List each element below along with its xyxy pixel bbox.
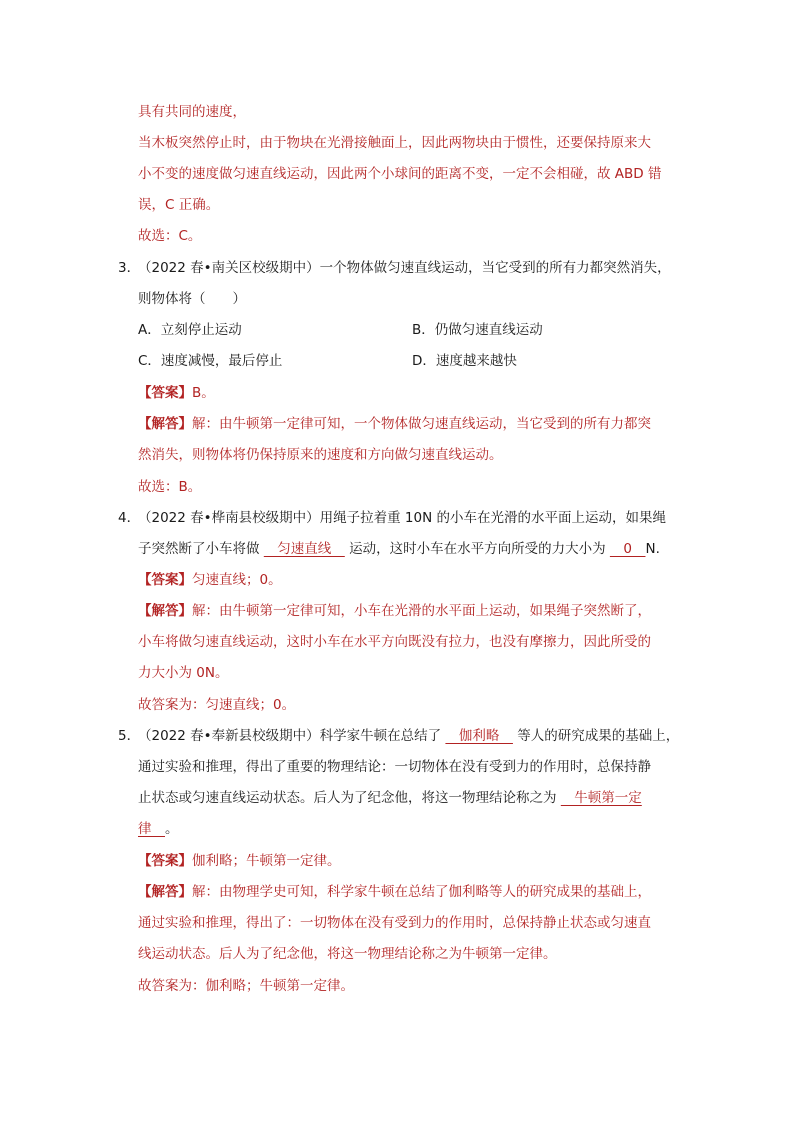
- q3-option-b: B．仍做匀速直线运动: [412, 322, 543, 338]
- q3-solution-line-2: 然消失，则物体将仍保持原来的速度和方向做匀速直线运动。: [138, 447, 503, 463]
- q4-final-answer: 故答案为：匀速直线；0。: [138, 697, 296, 713]
- q5-stem-text-a: （2022 春•奉新县校级期中）科学家牛顿在总结了: [138, 728, 442, 744]
- q4-stem-text-c: N.: [645, 541, 660, 557]
- q5-stem-line-3: [138, 788, 642, 808]
- answer-tag: 【答案】: [138, 853, 192, 869]
- q5-answer-value: 伽利略；牛顿第一定律。: [192, 853, 341, 869]
- solution-tag: 【解答】: [138, 884, 192, 900]
- q3-number: 3．: [118, 260, 141, 276]
- q3-option-c: C．速度减慢，最后停止: [138, 353, 283, 369]
- q3-answer-value: B。: [192, 385, 215, 401]
- answer-tag: 【答案】: [138, 572, 192, 588]
- q4-solution-line-3: 力大小为 0N。: [138, 665, 229, 681]
- q3-stem-line-2: 则物体将（ ）: [138, 291, 246, 307]
- q4-solution-text-1: 解：由牛顿第一定律可知，小车在光滑的水平面上运动，如果绳子突然断了，: [192, 603, 651, 619]
- q5-solution-line-1: [138, 882, 651, 902]
- q3-option-d: D．速度越来越快: [412, 353, 517, 369]
- answer-tag: 【答案】: [138, 385, 192, 401]
- prev-solution-line-4: 误，C 正确。: [138, 197, 220, 213]
- q4-stem-line-1: （2022 春•桦南县校级期中）用绳子拉着重 10N 的小车在光滑的水平面上运动，如果绳: [138, 510, 666, 526]
- prev-solution-line-2: 当木板突然停止时，由于物块在光滑接触面上，因此两物块由于惯性，还要保持原来大: [138, 135, 651, 151]
- q5-stem-line-4: [138, 819, 179, 839]
- q5-answer: [138, 851, 341, 871]
- q5-blank-2-part-1: 牛顿第一定: [560, 790, 642, 806]
- q4-number: 4．: [118, 510, 141, 526]
- q5-number: 5．: [118, 728, 141, 744]
- q4-stem-text-b: 运动，这时小车在水平方向所受的力大小为: [349, 541, 606, 557]
- q3-option-a: A．立刻停止运动: [138, 322, 242, 338]
- solution-tag: 【解答】: [138, 416, 192, 432]
- q5-stem-line-2: 通过实验和推理，得出了重要的物理结论：一切物体在没有受到力的作用时，总保持静: [138, 759, 651, 775]
- q5-final-answer: 故答案为：伽利略；牛顿第一定律。: [138, 978, 354, 994]
- q5-solution-text-1: 解：由物理学史可知，科学家牛顿在总结了伽利略等人的研究成果的基础上，: [192, 884, 651, 900]
- q5-solution-line-3: 线运动状态。后人为了纪念他，将这一物理结论称之为牛顿第一定律。: [138, 946, 557, 962]
- q4-blank-2: 0: [609, 541, 646, 557]
- q5-solution-line-2: 通过实验和推理，得出了：一切物体在没有受到力的作用时，总保持静止状态或匀速直: [138, 915, 651, 931]
- q5-stem-text-b: 等人的研究成果的基础上，: [517, 728, 680, 744]
- q5-blank-2-part-2: 律: [138, 821, 165, 837]
- q4-stem-line-2: [138, 539, 660, 559]
- prev-final-answer: 故选：C。: [138, 228, 202, 244]
- q4-solution-line-1: [138, 601, 651, 621]
- q3-solution-line-1: [138, 414, 651, 434]
- q4-blank-1: 匀速直线: [263, 541, 345, 557]
- q5-stem-text-c: 止状态或匀速直线运动状态。后人为了纪念他，将这一物理结论称之为: [138, 790, 557, 806]
- q5-stem-line-1: [138, 726, 679, 746]
- q3-stem-line-1: （2022 春•南关区校级期中）一个物体做匀速直线运动，当它受到的所有力都突然消失，: [138, 260, 671, 276]
- prev-solution-line-1: 具有共同的速度，: [138, 104, 246, 120]
- q3-answer: [138, 383, 215, 403]
- q3-final-answer: 故选：B。: [138, 479, 202, 495]
- prev-solution-line-3: 小不变的速度做匀速直线运动，因此两个小球间的距离不变，一定不会相碰，故 ABD 错: [138, 166, 662, 182]
- q3-solution-text-1: 解：由牛顿第一定律可知，一个物体做匀速直线运动，当它受到的所有力都突: [192, 416, 651, 432]
- q4-solution-line-2: 小车将做匀速直线运动，这时小车在水平方向既没有拉力，也没有摩擦力，因此所受的: [138, 634, 651, 650]
- solution-tag: 【解答】: [138, 603, 192, 619]
- q4-answer: [138, 570, 282, 590]
- q4-stem-text-a: 子突然断了小车将做: [138, 541, 260, 557]
- q5-blank-1: 伽利略: [445, 728, 513, 744]
- q5-stem-text-d: 。: [165, 821, 179, 837]
- q4-answer-value: 匀速直线；0。: [192, 572, 282, 588]
